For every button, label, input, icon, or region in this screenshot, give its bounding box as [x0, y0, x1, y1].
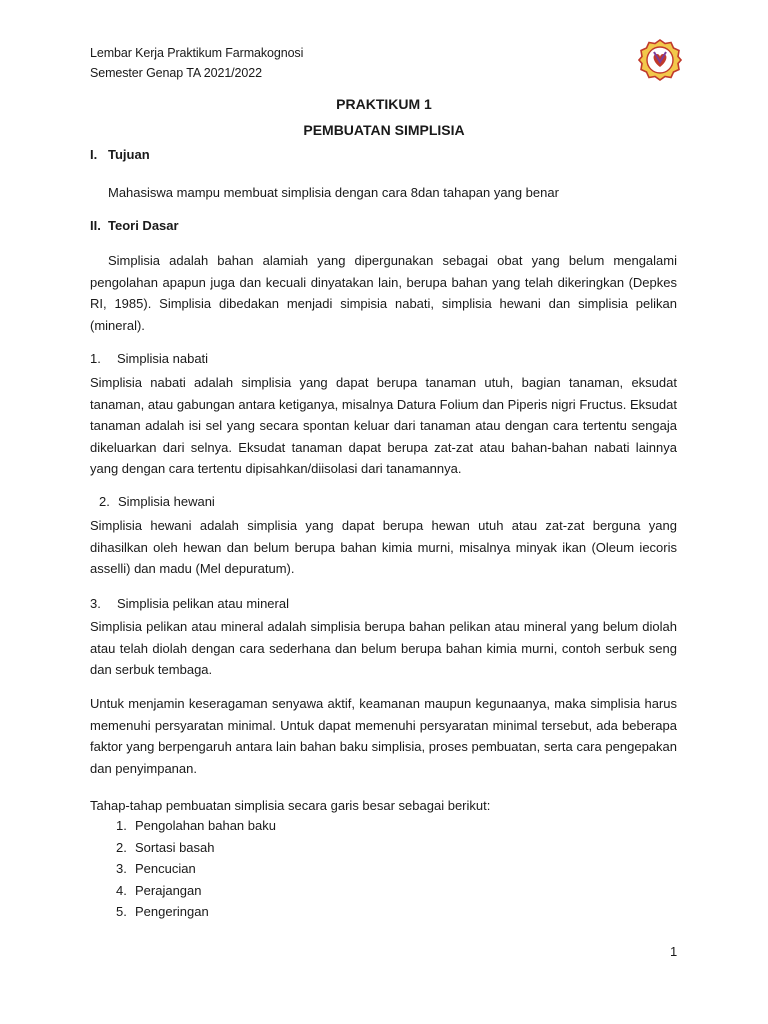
- tahap-intro: Tahap-tahap pembuatan simplisia secara garis besar sebagai berikut:: [90, 798, 491, 813]
- title-praktikum: PRAKTIKUM 1: [336, 96, 432, 112]
- section-number: I.: [90, 147, 98, 162]
- subsection-number: 3.: [90, 596, 101, 611]
- section-title: Teori Dasar: [108, 218, 179, 233]
- list-item: 3. Pencucian: [116, 861, 196, 877]
- university-logo-icon: [638, 38, 682, 82]
- subsection-pelikan-heading: [90, 596, 289, 611]
- title-pembuatan-simplisia: PEMBUATAN SIMPLISIA: [303, 122, 465, 138]
- subsection-nabati-heading: [90, 351, 208, 366]
- nabati-paragraph: Simplisia nabati adalah simplisia yang dapat berupa tanaman utuh, bagian tanaman, eksudat tanaman, atau gabungan antara ketiganya, misalnya Datura Folium dan Piperis nigri Fructus. Eksudat tanaman adalah isi sel yang secara spontan keluar dari tanaman atau dengan cara tertentu sengaja dikeluarkan dari selnya. Eksudat tanaman dapat berupa zat-zat atau bahan-bahan nabati lainnya yang dengan cara tertentu dipisahkan/diisolasi dari tanamannya.: [90, 375, 677, 476]
- section-teori-heading: [90, 218, 179, 233]
- header-course: Lembar Kerja Praktikum Farmakognosi: [90, 46, 304, 60]
- list-item: 4. Perajangan: [116, 882, 202, 898]
- list-item: 1. Pengolahan bahan baku: [116, 818, 276, 833]
- subsection-title: Simplisia nabati: [117, 351, 209, 366]
- list-item: 5. Pengeringan: [116, 904, 209, 920]
- subsection-title: Simplisia hewani: [118, 494, 215, 509]
- header-semester: Semester Genap TA 2021/2022: [90, 66, 262, 80]
- tahap-list: [116, 815, 276, 923]
- pelikan-paragraph: Simplisia pelikan atau mineral adalah simplisia berupa bahan pelikan atau mineral yang belum diolah atau telah diolah dengan cara sederhana dan belum berupa bahan kimia murni, contoh serbuk seng dan serbuk tembaga.: [90, 619, 677, 677]
- list-item: 2. Sortasi basah: [116, 839, 215, 855]
- keseragaman-paragraph: Untuk menjamin keseragaman senyawa aktif, keamanan maupun kegunaanya, maka simplisia harus memenuhi persyaratan minimal. Untuk dapat memenuhi persyaratan minimal tersebut, ada beberapa faktor yang berpengaruh antara lain bahan baku simplisia, proses pembuatan, serta cara pengepakan dan penyimpanan.: [90, 696, 677, 776]
- subsection-title: Simplisia pelikan atau mineral: [117, 596, 289, 611]
- section-number: II.: [90, 218, 101, 233]
- tujuan-text: Mahasiswa mampu membuat simplisia dengan cara 8dan tahapan yang benar: [108, 185, 559, 200]
- page-number: 1: [670, 944, 678, 959]
- hewani-paragraph: Simplisia hewani adalah simplisia yang dapat berupa hewan utuh atau zat-zat berguna yang dihasilkan oleh hewan dan belum berupa bahan kimia murni, misalnya minyak ikan (Oleum iecoris asselli) dan madu (Mel depuratum).: [90, 518, 677, 576]
- subsection-number: 1.: [90, 351, 101, 366]
- teori-intro-paragraph: Simplisia adalah bahan alamiah yang dipergunakan sebagai obat yang belum mengalami pengolahan apapun juga dan kecuali dinyatakan lain, berupa bahan yang telah dikeringkan (Depkes RI, 1985). Simplisia dibedakan menjadi simpisia nabati, simplisia hewani dan simplisia pelikan (mineral).: [90, 253, 677, 333]
- subsection-number: 2.: [99, 494, 110, 509]
- section-title: Tujuan: [108, 147, 150, 162]
- subsection-hewani-heading: [99, 494, 215, 509]
- section-tujuan-heading: [90, 147, 150, 162]
